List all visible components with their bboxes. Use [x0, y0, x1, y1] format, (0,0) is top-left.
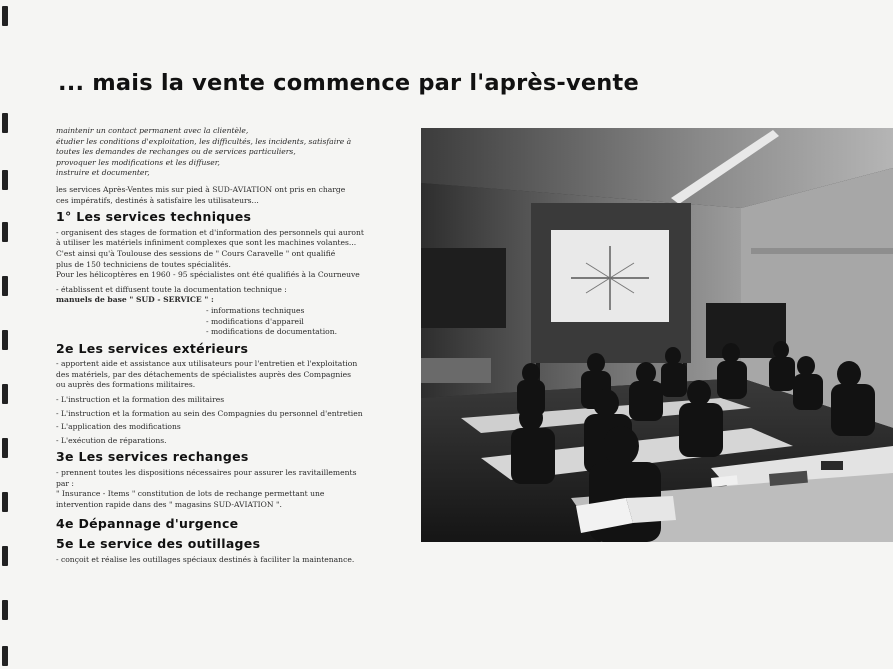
section-heading-external: 2e Les services extérieurs: [56, 340, 249, 356]
list-item: - L'instruction et la formation des militaires: [56, 395, 225, 405]
binding-spine: [0, 0, 12, 669]
section-heading-technical: 1° Les services techniques: [56, 209, 252, 225]
page-headline: ... mais la vente commence par l'après-vente: [58, 70, 639, 96]
intro-paragraph: maintenir un contact permanent avec la clientèle, étudier les conditions d'exploitation, les difficultés, les incidents, satisfaire à toutes les demandes de rechanges ou de services particuliers, provoquer les modifications et les diffuser, instruire et documenter,: [56, 126, 352, 178]
section-heading-spares: 3e Les services rechanges: [56, 449, 249, 465]
list-item: - L'exécution de réparations.: [56, 435, 167, 445]
section-tooling-body: - conçoit et réalise les outillages spéciaux destinés à faciliter la maintenance.: [56, 554, 355, 564]
text-column: [56, 126, 368, 569]
manuals-label: manuels de base " SUD - SERVICE " :: [56, 295, 214, 305]
section-heading-emergency: 4e Dépannage d'urgence: [56, 516, 239, 532]
section-technical-body: - organisent des stages de formation et d'information des personnels qui auront à utiliser les matériels infiniment complexes que sont les machines volantes... C'est ainsi qu'à Toulouse des sessions de " Cours Caravelle " ont qualifié plus de 150 techniciens de toutes spécialités. Pour les hélicoptères en 1960 - 95 spécialistes ont été qualifiés à la Courneuve - établissent et diffusent toute la documentation technique : manuels de base " SUD - SERVICE " : - informations techniques - modifications d'appareil - modifications de documentation.: [56, 228, 368, 338]
section-spares-body: - prennent toutes les dispositions nécessaires pour assurer les ravitaillements par : " Insurance - Items " constitution de lots de rechange permettant une intervention rapide dans des " magasins SUD-AVIATION ".: [56, 468, 357, 509]
lead-paragraph: les services Après-Ventes mis sur pied à SUD-AVIATION ont pris en charge ces impératifs, destinés à satisfaire les utilisateurs...: [56, 184, 346, 205]
section-external-body: - apportent aide et assistance aux utilisateurs pour l'entretien et l'exploitation des matériels, par des détachements de spécialistes auprès des Compagnies ou auprès des formations militaires. - L'instruction et la formation des militaires - L'instruction et la formation au sein des Compagnies du personnel d'entretien - L'application des modifications - L'exécution de réparations.: [56, 359, 368, 446]
classroom-photo: [421, 128, 893, 542]
section-heading-tooling: 5e Le service des outillages: [56, 536, 261, 551]
list-item: - L'application des modifications: [56, 422, 181, 432]
list-item: - L'instruction et la formation au sein des Compagnies du personnel d'entretien: [56, 408, 363, 418]
